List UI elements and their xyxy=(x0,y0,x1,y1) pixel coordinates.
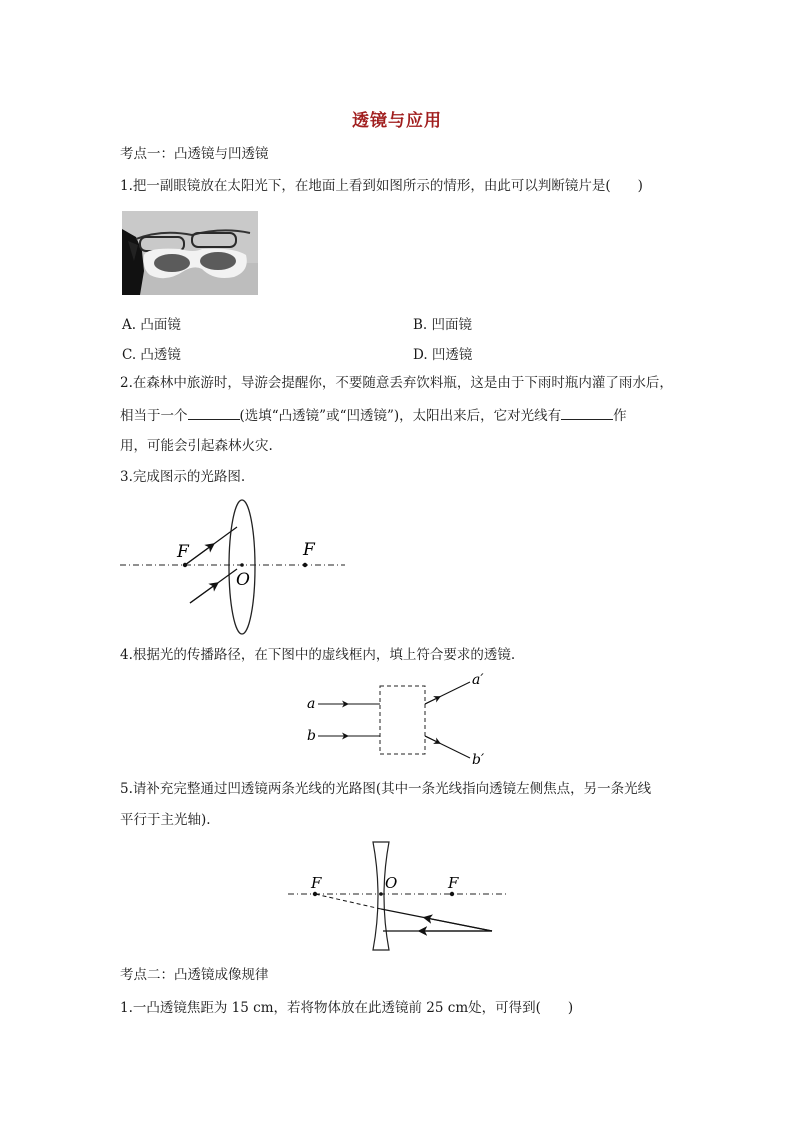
question-2-line-1: 2.在森林中旅游时，导游会提醒你，不要随意丢弃饮料瓶，这是由于下雨时瓶内灌了雨水后， xyxy=(120,375,673,391)
answer-blank-2 xyxy=(561,405,613,420)
label-f-left-2: F xyxy=(311,874,322,892)
question-2-text-b: (选填“凸透镜”或“凹透镜”)，太阳出来后，它对光线有 xyxy=(239,408,562,424)
lens-box-diagram xyxy=(300,670,500,770)
ray-extension-dashed xyxy=(315,894,381,909)
question-1-text: 1.把一副眼镜放在太阳光下，在地面上看到如图所示的情形，由此可以判断镜片是( ) xyxy=(120,178,643,194)
question-2-line-2 xyxy=(120,405,627,425)
arrow-b-out xyxy=(425,736,440,743)
glasses-photo xyxy=(122,211,258,295)
option-a: A. 凸面镜 xyxy=(122,317,181,333)
label-f-left: F xyxy=(177,542,189,562)
glasses-photo-drawing xyxy=(122,211,258,295)
page-title: 透镜与应用 xyxy=(352,111,442,131)
arrow-a-out xyxy=(425,697,440,704)
optical-center xyxy=(240,563,244,567)
concave-lens xyxy=(373,842,389,950)
label-f-right-2: F xyxy=(448,874,459,892)
label-b: b xyxy=(307,728,316,744)
focal-point-right-2 xyxy=(450,892,454,896)
arrow-ray-1 xyxy=(425,918,492,931)
label-a: a xyxy=(307,696,316,712)
question-5-line-2: 平行于主光轴). xyxy=(120,812,211,828)
concave-lens-diagram xyxy=(285,838,510,954)
focal-point-right xyxy=(303,563,307,567)
option-b: B. 凹面镜 xyxy=(413,317,473,333)
convex-lens xyxy=(229,500,255,634)
answer-blank-1 xyxy=(188,405,240,420)
label-o: O xyxy=(236,570,250,590)
question-5-line-1: 5.请补充完整通过凹透镜两条光线的光路图(其中一条光线指向透镜左侧焦点，另一条光线 xyxy=(120,781,652,797)
option-c: C. 凸透镜 xyxy=(122,347,181,363)
dashed-lens-box xyxy=(380,686,425,754)
label-b-prime: b′ xyxy=(472,752,485,768)
label-a-prime: a′ xyxy=(472,672,484,688)
arrow-1 xyxy=(185,545,213,566)
label-f-right: F xyxy=(303,540,315,560)
question-4-text: 4.根据光的传播路径，在下图中的虚线框内，填上符合要求的透镜. xyxy=(120,647,516,663)
question-2-text-c: 作 xyxy=(613,408,627,424)
optical-center-2 xyxy=(379,892,383,896)
question-3-text: 3.完成图示的光路图. xyxy=(120,469,246,485)
section-heading-1: 考点一：凸透镜与凹透镜 xyxy=(120,146,269,162)
arrow-2 xyxy=(190,584,217,604)
convex-lens-diagram xyxy=(115,495,355,635)
section-2-question-1-text: 1.一凸透镜焦距为 15 cm，若将物体放在此透镜前 25 cm处，可得到( ) xyxy=(120,1000,574,1016)
question-2-text-a: 相当于一个 xyxy=(120,408,188,424)
section-heading-2: 考点二：凸透镜成像规律 xyxy=(120,967,269,983)
label-o-2: O xyxy=(385,874,398,892)
question-2-line-3: 用，可能会引起森林火灾. xyxy=(120,438,273,454)
option-d: D. 凹透镜 xyxy=(413,347,473,363)
